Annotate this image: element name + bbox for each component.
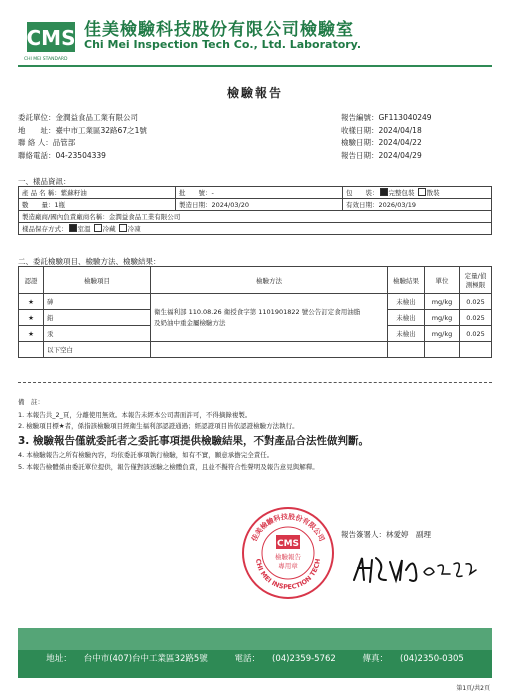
svg-text:CMS: CMS — [276, 539, 300, 549]
sample-quantity: 1瓶 — [54, 201, 66, 209]
report-info: 報告編號：GF113040249 收樣日期：2024/04/18 檢驗日期：2024/04/22 報告日期：2024/04/29 — [341, 113, 432, 160]
svg-text:佳美檢驗科技股份有限公司: 佳美檢驗科技股份有限公司 — [250, 512, 326, 543]
client-name: 金潤益食品工業有限公司 — [55, 113, 138, 122]
svg-text:專用章: 專用章 — [278, 562, 298, 570]
logo-subtitle: CHI MEI STANDARD — [24, 57, 68, 62]
table-row: ★ 砷 衛生福利部 110.08.26 衛授食字第 1101901822 號公告訂定食用油脂 及奶油中重金屬檢驗方法 未檢出 mg/kg 0.025 — [19, 294, 492, 310]
sample-table: 產 品 名 稱：紫蘇籽油 批 號：- 包 裝： 完整包裝 散裝 數 量：1瓶 製造日期：2024/03/20 有效日期：2026/03/19 製造廠商/國內負責廠商名稱：金潤益食品工業有限公司 樣品保存方式： 室溫 冷藏 冷凍 — [18, 186, 492, 235]
note-2: 2. 檢驗項目標★者，係指該檢驗項目經衛生福利部認證通過；經認證項目皆依認證檢驗方法執行。 — [18, 422, 299, 430]
tests-section-title: 二、委託檢驗項目、檢驗方法、檢驗結果： — [18, 257, 161, 266]
page-number: 第1頁/共2頁 — [456, 685, 490, 692]
svg-text:檢驗報告: 檢驗報告 — [275, 553, 301, 561]
dashed-divider — [18, 382, 492, 383]
note-5: 5. 本報告檢體係由委託單位提供，報告僅對該送驗之檢體負責，且並不擬符合性聲明及報告意見與解釋。 — [18, 463, 319, 471]
signer-name: 林愛婷 副理 — [386, 530, 431, 539]
client-info: 委託單位：金潤益食品工業有限公司 地 址：臺中市工業區32路67之1號 聯 絡 人：品管部 聯絡電話：04-23504339 — [18, 113, 147, 160]
checkbox-checked-icon — [69, 224, 77, 232]
manufacture-date: 2024/03/20 — [211, 201, 249, 209]
footer-address: 台中市(407)台中工業區32路5號 — [83, 654, 208, 664]
client-phone: 04-23504339 — [55, 150, 106, 160]
expiry-date: 2026/03/19 — [378, 201, 416, 209]
note-3: 3. 檢驗報告僅就委託者之委託事項提供檢驗結果，不對產品合法性做判斷。 — [18, 435, 369, 447]
manufacturer: 金潤益食品工業有限公司 — [108, 213, 181, 221]
col-result: 檢驗結果 — [388, 267, 425, 294]
sample-section-title: 一、樣品資訊： — [18, 177, 71, 186]
report-number: GF113040249 — [378, 113, 432, 122]
company-logo — [26, 16, 78, 56]
company-seal — [240, 505, 336, 601]
checkbox-checked-icon — [380, 188, 388, 196]
col-item: 檢驗項目 — [44, 267, 151, 294]
table-row — [19, 342, 492, 358]
company-name-en: Chi Mei Inspection Tech Co., Ltd. Laboratory. — [84, 38, 362, 51]
col-cert: 認證 — [19, 267, 44, 294]
notes-label: 備 註： — [18, 398, 44, 406]
handwritten-signature — [350, 550, 480, 590]
method-cell: 衛生福利部 110.08.26 衛授食字第 1101901822 號公告訂定食用油脂 及奶油中重金屬檢驗方法 — [151, 294, 388, 342]
svg-text:CMS: CMS — [26, 26, 76, 50]
footer-highlight — [18, 628, 492, 650]
report-title: 檢驗報告 — [226, 86, 283, 100]
header-divider — [18, 65, 492, 67]
note-4: 4. 本檢驗報告之所有檢驗內容，均依委託事項執行檢驗，如有不實，願意承擔完全責任。 — [18, 451, 274, 459]
col-method: 檢驗方法 — [151, 267, 388, 294]
client-address: 臺中市工業區32路67之1號 — [55, 125, 147, 135]
product-name: 紫蘇籽油 — [60, 189, 87, 197]
signer-line: 報告簽署人：林愛婷 副理 — [341, 530, 431, 539]
client-contact: 品管部 — [52, 138, 76, 147]
svg-text:CHI MEI INSPECTION TECH: CHI MEI INSPECTION TECH — [253, 558, 323, 592]
checkbox-icon — [418, 188, 426, 196]
checkbox-icon — [94, 224, 102, 232]
issue-date: 2024/04/29 — [378, 150, 422, 160]
test-date: 2024/04/22 — [378, 138, 422, 147]
batch-number: - — [211, 189, 214, 197]
note-1: 1. 本報告共_2_頁，分離使用無效。本報告未經本公司書面許可，不得摘錄複製。 — [18, 411, 252, 419]
footer-contact: 地址： 台中市(407)台中工業區32路5號 電話： (04)2359-5762 傳真： (04)2350-0305 — [46, 654, 464, 664]
checkbox-icon — [119, 224, 127, 232]
col-loq: 定量/偵測極限 — [460, 267, 492, 294]
col-unit: 單位 — [425, 267, 460, 294]
footer-fax: (04)2350-0305 — [400, 654, 464, 664]
table-row: ★ 鉛 未檢出 mg/kg 0.025 — [19, 310, 492, 326]
receive-date: 2024/04/18 — [378, 125, 422, 135]
results-table — [18, 266, 492, 358]
footer-phone: (04)2359-5762 — [272, 654, 336, 664]
blank-note: 以下空白 — [44, 342, 151, 358]
company-name-cn: 佳美檢驗科技股份有限公司檢驗室 — [84, 20, 354, 40]
table-row: ★ 汞 未檢出 mg/kg 0.025 — [19, 326, 492, 342]
